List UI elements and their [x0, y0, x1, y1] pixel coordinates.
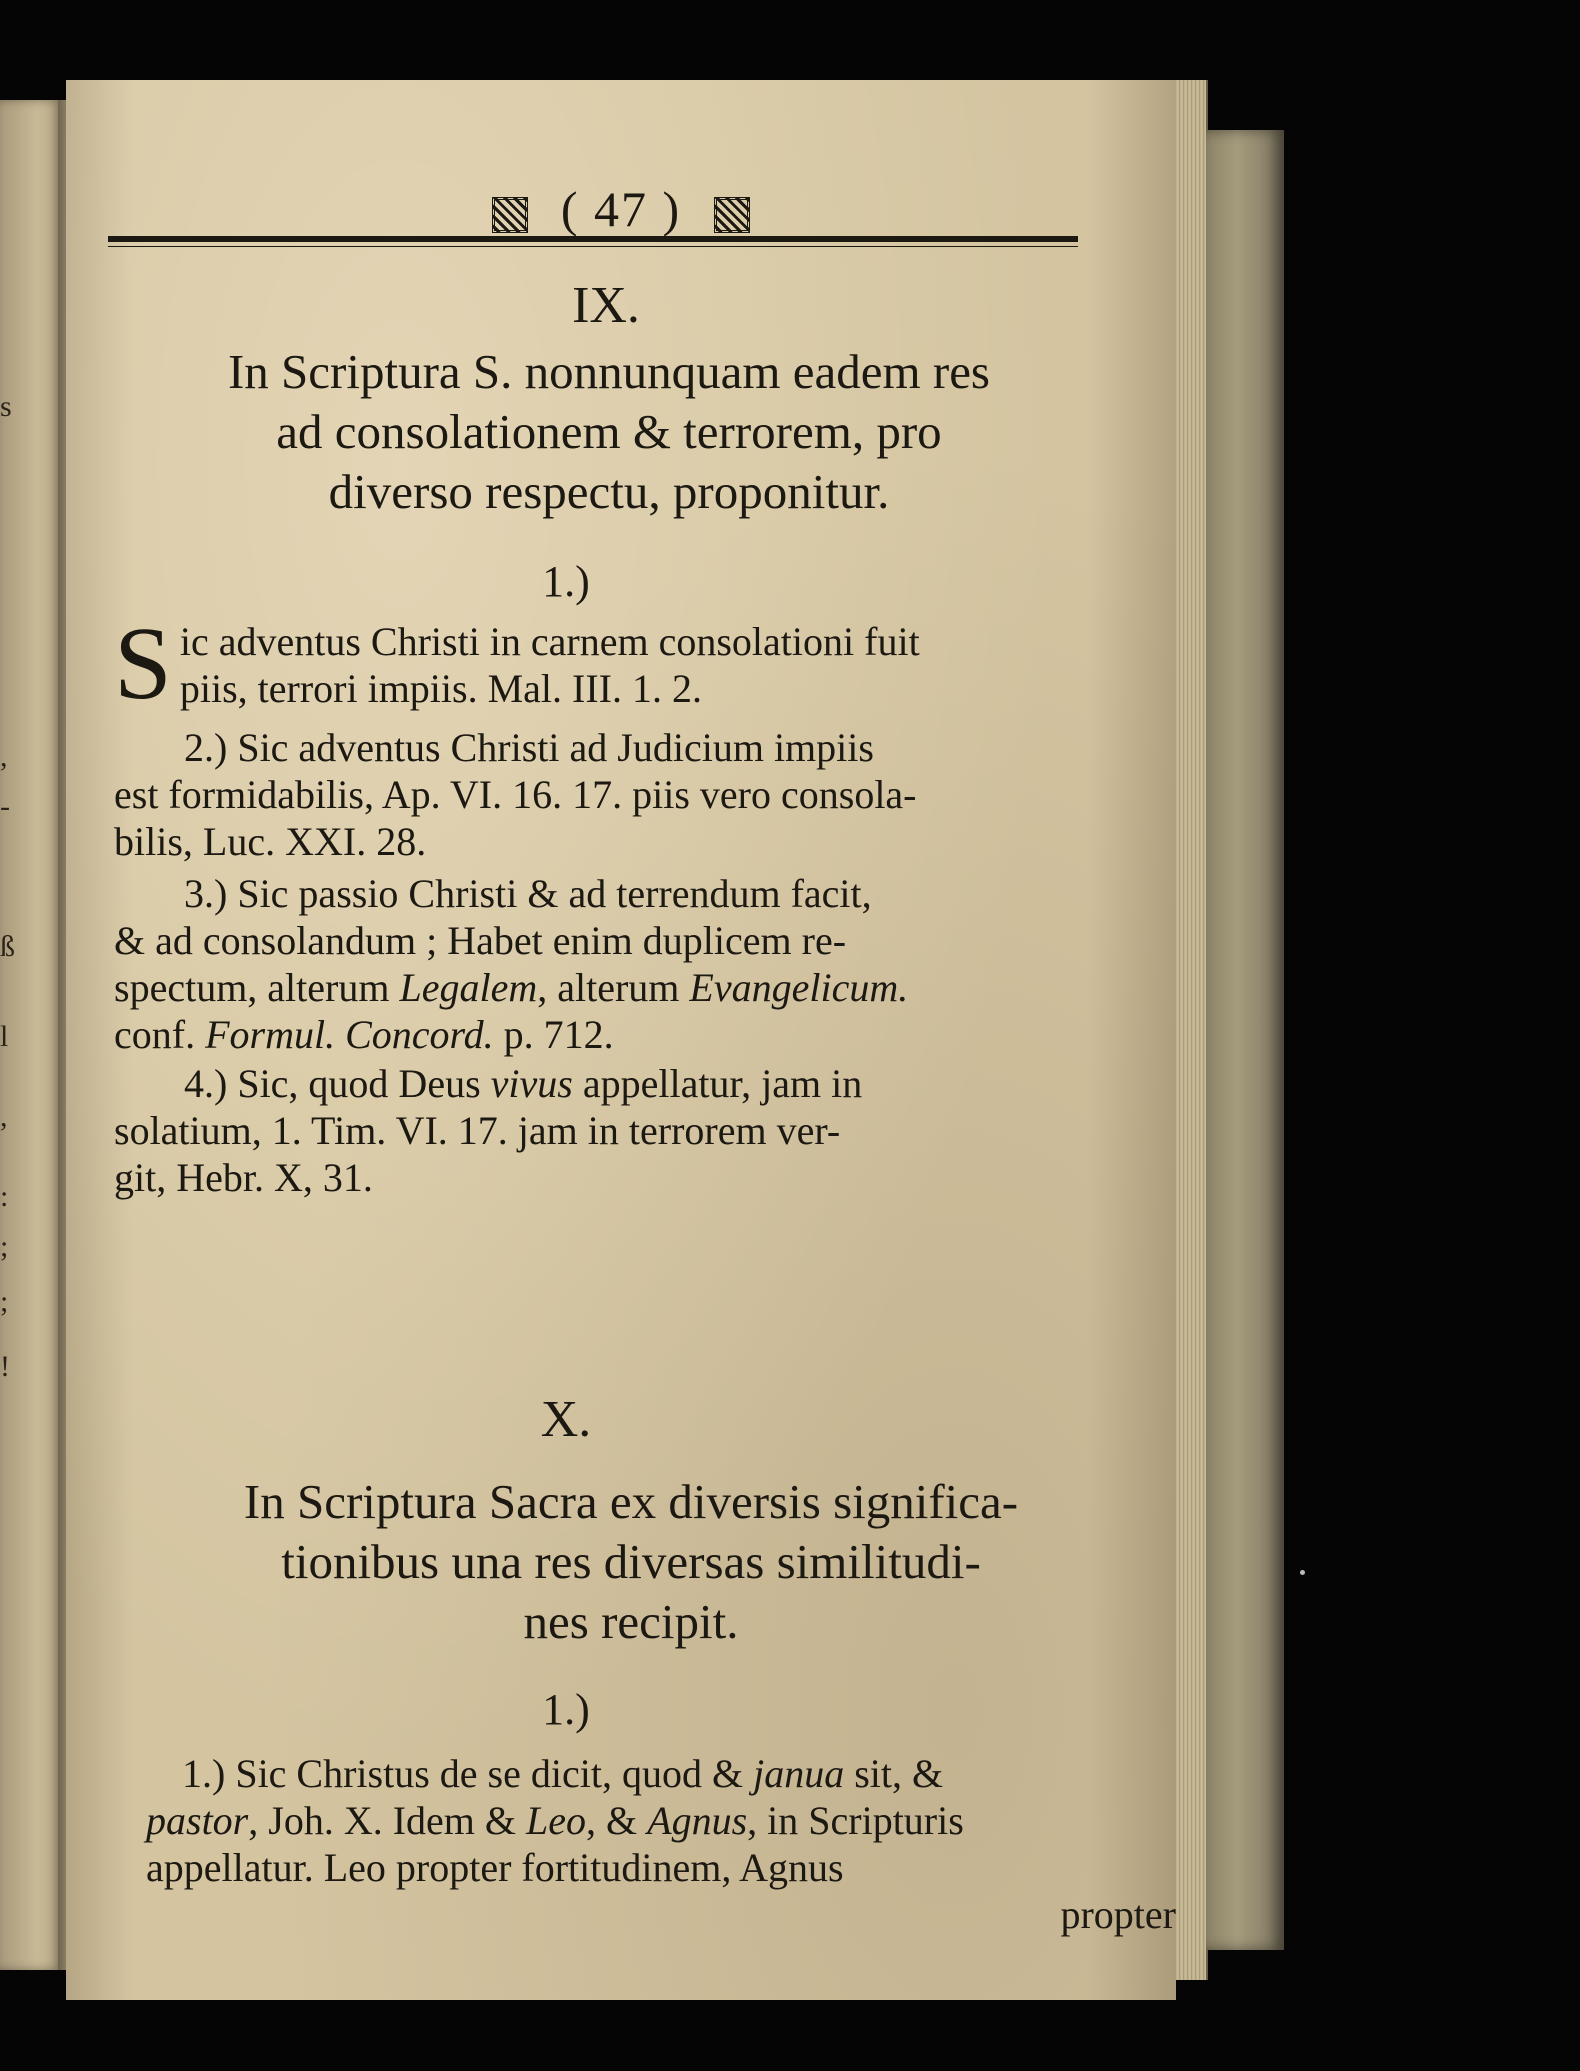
section-numeral: X.	[540, 1391, 592, 1448]
text-line: & ad consolandum ; Habet enim duplicem re-	[114, 918, 847, 963]
margin-mark: -	[0, 790, 10, 823]
italic-span: vivus	[490, 1061, 573, 1106]
ornament-right-icon	[714, 197, 750, 233]
text-line	[146, 1750, 1186, 1797]
margin-mark: :	[0, 1180, 9, 1213]
text-line: 3.) Sic passio Christi & ad terrendum facit,	[184, 871, 872, 916]
text-line: git, Hebr. X, 31.	[114, 1155, 373, 1200]
text-line: solatium, 1. Tim. VI. 17. jam in terrorem ver-	[114, 1108, 841, 1153]
paragraph	[146, 1750, 1186, 1938]
subsection-number: 1.)	[542, 1685, 590, 1734]
header-rule-thin	[108, 246, 1078, 247]
text-span: , Joh. X. Idem &	[248, 1798, 527, 1843]
text-span: , in Scripturis	[747, 1798, 964, 1843]
italic-span: Leo	[526, 1798, 587, 1843]
text-span: 1.) Sic Christus de se dicit, quod &	[182, 1751, 754, 1796]
text-span: appellatur, jam in	[572, 1061, 863, 1106]
text-line	[114, 1011, 1144, 1058]
dust-speck	[1300, 1570, 1305, 1575]
text-span: sit, &	[844, 1751, 944, 1796]
text-line	[146, 1797, 1186, 1844]
margin-mark: !	[0, 1350, 10, 1383]
text-span: , &	[586, 1798, 648, 1843]
margin-mark: ß	[0, 930, 15, 963]
margin-mark: l	[0, 1020, 9, 1053]
text-line: bilis, Luc. XXI. 28.	[114, 819, 427, 864]
margin-mark: ,	[0, 740, 8, 773]
section-title	[114, 342, 1104, 522]
title-line: ad consolationem & terrorem, pro	[276, 404, 942, 459]
ornament-left-icon	[492, 197, 528, 233]
text-span: conf.	[114, 1012, 206, 1057]
italic-span: janua	[753, 1751, 845, 1796]
text-line: piis, terrori impiis. Mal. III. 1. 2.	[179, 666, 702, 711]
text-line	[114, 1060, 1154, 1107]
catchword: propter	[1060, 1892, 1176, 1937]
text-line: est formidabilis, Ap. VI. 16. 17. piis vero consola-	[114, 772, 917, 817]
paragraph	[114, 724, 1134, 865]
book-page	[66, 80, 1176, 2000]
previous-page-edge	[0, 100, 62, 1970]
title-line: In Scriptura Sacra ex diversis significa-	[243, 1474, 1019, 1529]
header-rule	[108, 236, 1078, 242]
text-line: ic adventus Christi in carnem consolationi fuit	[179, 619, 920, 664]
margin-mark: ;	[0, 1285, 9, 1318]
paragraph	[114, 870, 1144, 1058]
margin-mark: ,	[0, 1100, 8, 1133]
italic-span: Evangelicum.	[689, 965, 909, 1010]
italic-span: Legalem	[399, 965, 538, 1010]
italic-span: pastor	[146, 1798, 249, 1843]
page-number: ( 47 )	[560, 181, 682, 237]
section-title	[126, 1472, 1136, 1652]
section-numeral: IX.	[572, 277, 640, 334]
text-line: appellatur. Leo propter fortitudinem, Agnus	[146, 1845, 844, 1890]
title-line: nes recipit.	[523, 1594, 739, 1649]
title-line: diverso respectu, proponitur.	[328, 464, 890, 519]
text-span: spectum, alterum	[114, 965, 400, 1010]
paragraph	[114, 1060, 1154, 1201]
margin-mark: ;	[0, 1230, 9, 1263]
italic-span: Formul. Concord.	[205, 1012, 494, 1057]
paragraph	[114, 606, 1134, 721]
subsection-number: 1.)	[542, 557, 590, 606]
margin-mark: s	[0, 390, 12, 423]
text-span: , alterum	[537, 965, 690, 1010]
title-line: In Scriptura S. nonnunquam eadem res	[227, 344, 991, 399]
text-line	[114, 964, 1144, 1011]
italic-span: Agnus	[647, 1798, 748, 1843]
page-edges	[1176, 80, 1208, 1980]
page-header	[66, 180, 1176, 238]
text-line: 2.) Sic adventus Christi ad Judicium impiis	[184, 725, 874, 770]
text-span: p. 712.	[493, 1012, 614, 1057]
text-span: 4.) Sic, quod Deus	[184, 1061, 491, 1106]
title-line: tionibus una res diversas similitudi-	[281, 1534, 981, 1589]
drop-cap: S	[114, 606, 172, 721]
book-cover	[1206, 130, 1284, 1950]
